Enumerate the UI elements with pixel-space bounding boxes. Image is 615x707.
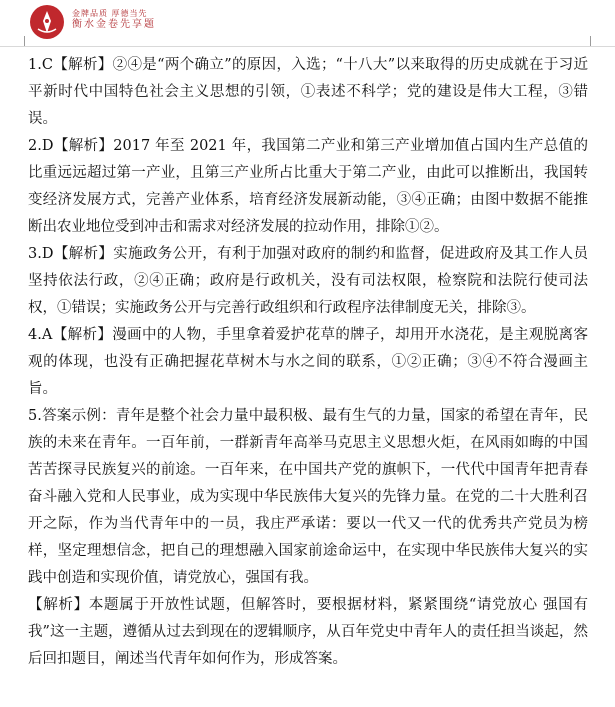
answer-item-1: [28, 52, 588, 133]
answer-item-5: [28, 403, 588, 592]
answer-text: 实施政务公开，有利于加强对政府的制约和监督，促进政府及其工作人员坚持依法行政，②④正确；政府是行政机关，没有司法权限，检察院和法院行使司法权，①错误；实施政务公开与完善行政组织和行政程序法律制度无关，排除③。: [28, 246, 589, 316]
analysis-tag: 【解析】: [28, 597, 89, 613]
answer-text: 答案示例：青年是整个社会力量中最积极、最有生气的力量，国家的希望在青年，民族的未来在青年。一百年前，一群新青年高举马克思主义思想火炬，在风雨如晦的中国苦苦探寻民族复兴的前途。一百年来，在中国共产党的旗帜下，一代代中国青年把青春奋斗融入党和人民事业，成为实现中华民族伟大复兴的先锋力量。在党的二十大胜利召开之际，作为当代青年中的一员，我庄严承诺：要以一代又一代的优秀共产党员为榜样，坚定理想信念，把自己的理想融入国家前途命运中，在实现中华民族伟大复兴的实践中创造和实现价值，请党放心，强国有我。: [28, 408, 588, 586]
brand-name: 衡水金卷先享题: [72, 19, 156, 31]
header-divider: [0, 46, 615, 47]
page-header: [0, 0, 615, 48]
brand-text: [72, 10, 156, 31]
answer-number: 4.A: [28, 327, 53, 343]
analysis-tag: 【解析】: [52, 57, 113, 73]
answer-text: 漫画中的人物，手里拿着爱护花草的牌子，却用开水浇花，是主观脱离客观的体现，也没有正确把握花草树木与水之间的联系，①②正确；③④不符合漫画主旨。: [28, 327, 589, 397]
answer-number: 1.C: [28, 57, 53, 73]
analysis-tag: 【解析】: [53, 138, 114, 154]
answer-item-4: [28, 322, 588, 403]
answer-number: 3.D: [28, 246, 54, 262]
answer-text: 本题属于开放性试题，但解答时，要根据材料，紧紧围绕“请党放心 强国有我”这一主题，遵循从过去到现在的逻辑顺序，从百年党史中青年人的责任担当谈起，然后回扣题目，阐述当代青年如何作为，形成答案。: [28, 597, 588, 667]
answer-item-5-analysis: [28, 592, 588, 673]
answer-content: [28, 52, 588, 673]
analysis-tag: 【解析】: [53, 246, 114, 262]
answer-item-2: [28, 133, 588, 241]
brand-logo-icon: [30, 5, 64, 39]
analysis-tag: 【解析】: [52, 327, 113, 343]
answer-item-3: [28, 241, 588, 322]
answer-text: ②④是“两个确立”的原因，入选；“十八大”以来取得的历史成就在于习近平新时代中国特色社会主义思想的引领，①表述不科学；党的建设是伟大工程，③错误。: [28, 57, 589, 127]
answer-number: 2.D: [28, 138, 54, 154]
answer-number: 5.: [28, 408, 42, 424]
answer-text: 2017 年至 2021 年，我国第二产业和第三产业增加值占国内生产总值的比重远远超过第一产业，且第三产业所占比重大于第二产业，由此可以推断出，我国转变经济发展方式，完善产业体系，培育经济发展新动能，③④正确；由图中数据不能推断出农业地位受到冲击和需求对经济发展的拉动作用，排除①②。: [28, 138, 588, 235]
brand-slogan: 金牌品质 厚德当先: [72, 9, 148, 18]
